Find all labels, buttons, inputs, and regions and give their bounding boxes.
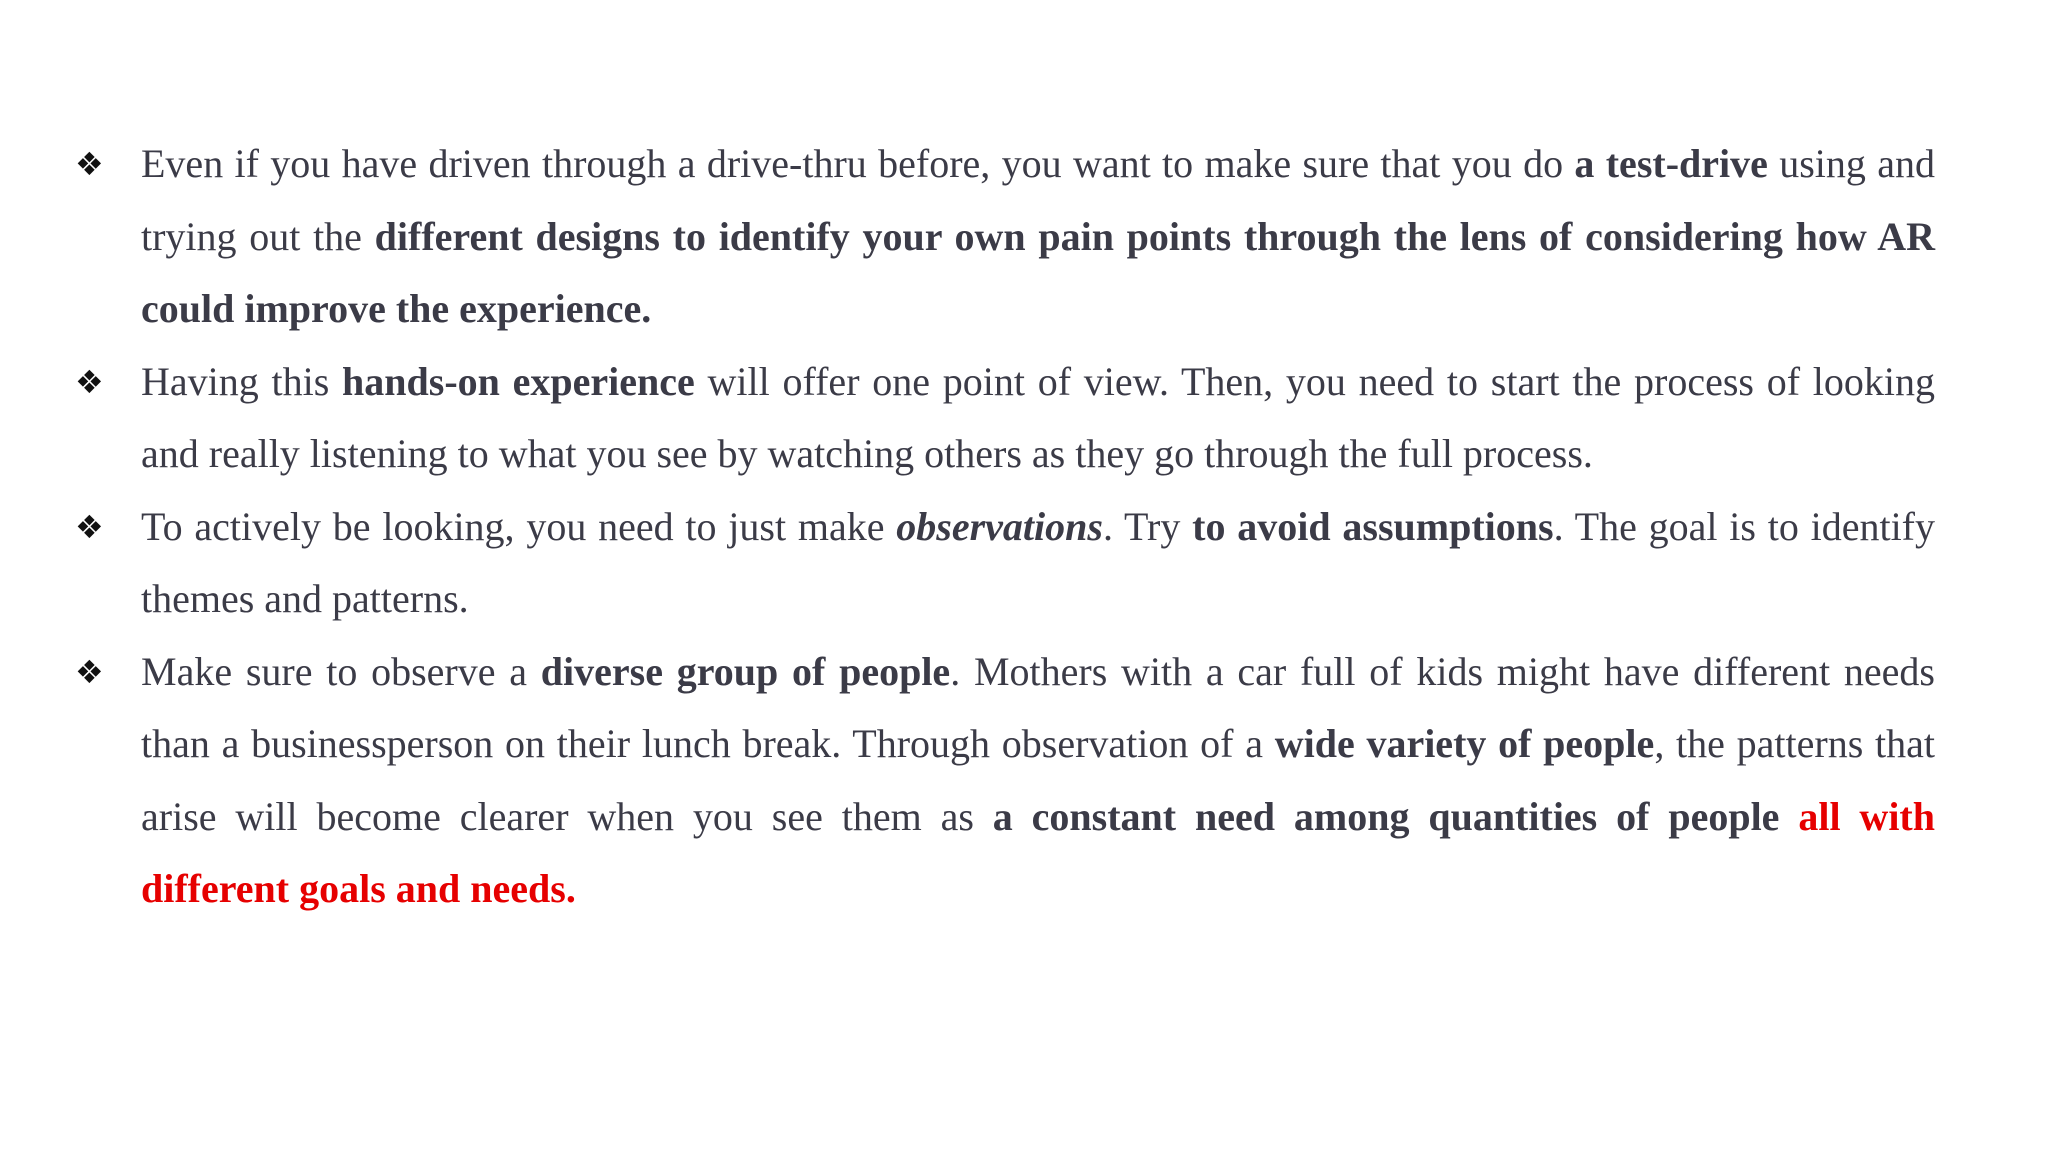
bold-text: wide variety of people [1274, 721, 1655, 766]
bold-italic-text: observations [896, 503, 1103, 549]
bold-text: hands-on experience [342, 358, 695, 404]
four-diamond-bullet-icon: ❖ [75, 652, 104, 691]
bullet-text: will offer one point of view. Then, you need to start the process of looking and really listening to what you see by watching others as they go through the full process. [141, 358, 1935, 476]
bullet-text: To actively be looking, you need to just make [141, 503, 897, 549]
bullet-item-hands-on [75, 346, 1935, 491]
bullet-text: Having this [141, 358, 343, 404]
bullet-item-observations [75, 491, 1935, 636]
red-highlight-text: all with different goals and needs. [141, 793, 1935, 911]
bold-text: to avoid assumptions [1192, 503, 1554, 549]
bold-text: diverse group of people [540, 648, 951, 694]
four-diamond-bullet-icon: ❖ [75, 362, 104, 401]
four-diamond-bullet-icon: ❖ [75, 507, 104, 546]
bullet-text: . Try [1102, 503, 1193, 549]
bullet-text: , the patterns that arise will become clearer when you see them as [141, 721, 1936, 839]
bullet-text: . The goal is to identify themes and patterns. [141, 503, 1936, 621]
bold-text: different designs to identify your own pain points through the lens of considering how AR could improve the experience. [141, 213, 1935, 331]
bullet-item-diverse-group [75, 636, 1935, 926]
bullet-list [75, 128, 1935, 926]
bullet-text: . Mothers with a car full of kids might have different needs than a businessperson on their lunch break. Through observation of a [141, 648, 1935, 766]
bullet-item-test-drive [75, 128, 1935, 346]
bullet-text: Make sure to observe a [141, 648, 541, 694]
bold-text: a constant need among quantities of people [992, 793, 1780, 839]
bold-text: a test-drive [1574, 141, 1768, 186]
four-diamond-bullet-icon: ❖ [75, 145, 104, 183]
bullet-text: Even if you have driven through a drive-thru before, you want to make sure that you do [141, 141, 1575, 186]
bullet-text [1779, 794, 1798, 839]
bullet-text: using and trying out the [141, 141, 1935, 259]
